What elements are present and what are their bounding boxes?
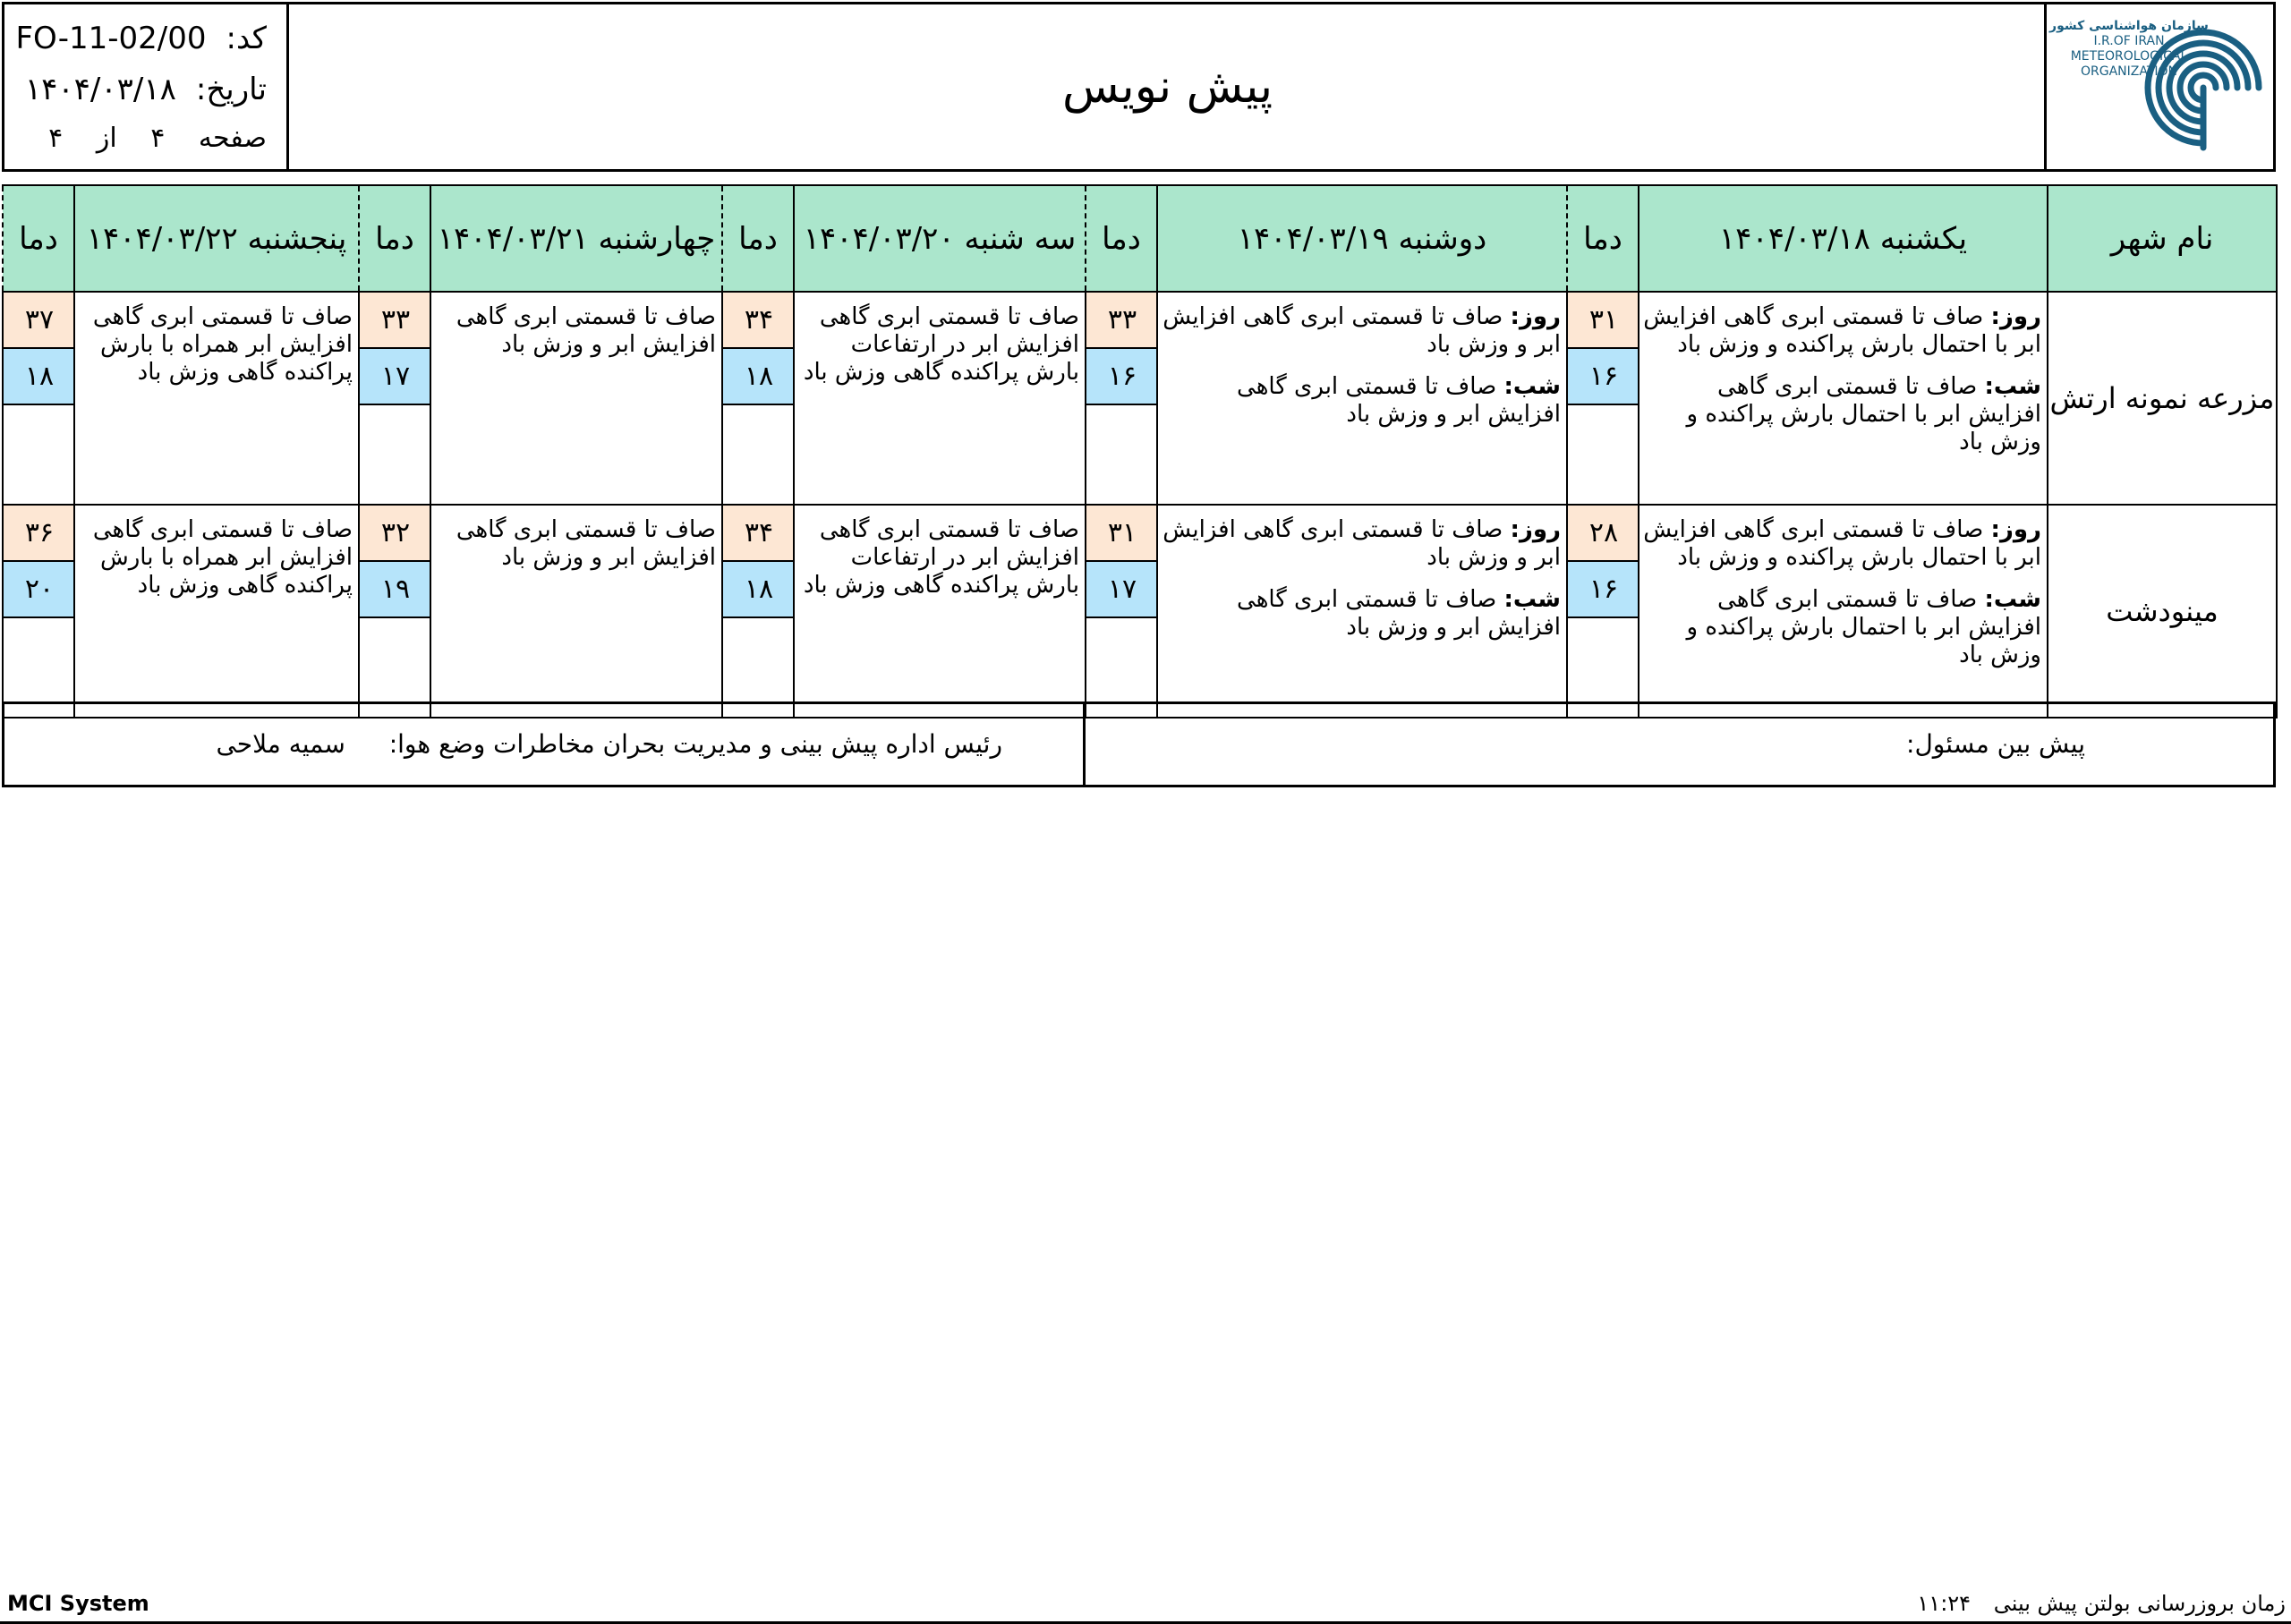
- min-temp: ۱۸: [723, 562, 795, 618]
- forecast-table: [2, 184, 2278, 718]
- temp-header: دما: [1086, 185, 1157, 292]
- temp-header: دما: [722, 185, 794, 292]
- night-label: شب:: [1503, 586, 1561, 613]
- temp-cell: [3, 505, 74, 718]
- date-value: ۱۴۰۴/۰۳/۱۸: [24, 72, 176, 107]
- page-of-label: از: [96, 123, 117, 154]
- min-temp: ۱۷: [1086, 562, 1158, 618]
- day-text: صاف تا قسمتی ابری گاهی افزایش ابر و وزش باد: [1163, 516, 1561, 571]
- night-forecast: [1162, 373, 1561, 429]
- page-row: [48, 123, 267, 154]
- svg-text:METEOROLOGICAL: METEOROLOGICAL: [2070, 49, 2188, 64]
- night-text: صاف تا قسمتی ابری گاهی افزایش ابر و وزش باد: [1237, 373, 1561, 428]
- forecast-cell: [1639, 505, 2048, 718]
- day-header: سه شنبه ۱۴۰۴/۰۳/۲۰: [794, 185, 1086, 292]
- page-current: ۴: [150, 123, 166, 154]
- night-text: صاف تا قسمتی ابری گاهی افزایش ابر با احتمال بارش پراکنده و وزش باد: [1686, 586, 2041, 668]
- table-header-row: [3, 185, 2277, 292]
- day-header: یکشنبه ۱۴۰۴/۰۳/۱۸: [1639, 185, 2048, 292]
- max-temp: ۳۲: [360, 506, 431, 562]
- table-row: [3, 292, 2277, 505]
- min-temp: ۲۰: [4, 562, 75, 618]
- temp-cell: [1086, 292, 1157, 505]
- day-header: پنجشنبه ۱۴۰۴/۰۳/۲۲: [74, 185, 359, 292]
- svg-text:ORGANIZATION: ORGANIZATION: [2080, 64, 2178, 79]
- max-temp: ۳۶: [4, 506, 75, 562]
- system-name: MCI System: [7, 1591, 149, 1616]
- night-forecast: [1643, 586, 2041, 669]
- max-temp: ۳۳: [360, 293, 431, 349]
- temp-header: دما: [3, 185, 74, 292]
- day-forecast: [1162, 516, 1561, 572]
- min-temp: ۱۶: [1568, 349, 1639, 405]
- max-temp: ۲۸: [1568, 506, 1639, 562]
- forecast-text: صاف تا قسمتی ابری گاهی افزایش ابر در ارتفاعات بارش پراکنده گاهی وزش باد: [803, 516, 1079, 599]
- city-name: مزرعه نمونه ارتش: [2048, 292, 2277, 505]
- forecast-text: صاف تا قسمتی ابری گاهی افزایش ابر و وزش باد: [456, 516, 716, 571]
- forecast-cell: [74, 505, 359, 718]
- logo-spiral-icon: [2047, 4, 2270, 169]
- meteorological-organization-logo: [2044, 4, 2273, 169]
- forecast-text: صاف تا قسمتی ابری گاهی افزایش ابر همراه با بارش پراکنده گاهی وزش باد: [92, 303, 353, 386]
- night-label: شب:: [1984, 373, 2041, 400]
- forecast-text: صاف تا قسمتی ابری گاهی افزایش ابر و وزش باد: [456, 303, 716, 358]
- head-label: رئیس اداره پیش بینی و مدیریت بحران مخاطرات وضع هوا:: [388, 729, 1002, 759]
- temp-cell: [1567, 292, 1639, 505]
- forecast-cell: [1639, 292, 2048, 505]
- temp-cell: [1567, 505, 1639, 718]
- page-total: ۴: [48, 123, 64, 154]
- code-label: کد:: [226, 21, 267, 56]
- forecast-cell: [794, 292, 1086, 505]
- bulletin-header: [2, 2, 2276, 172]
- code-row: [15, 21, 267, 56]
- min-temp: ۱۸: [723, 349, 795, 405]
- svg-text:I.R.OF IRAN: I.R.OF IRAN: [2093, 34, 2165, 48]
- forecast-cell: [74, 292, 359, 505]
- forecast-cell: [430, 292, 722, 505]
- night-forecast: [1162, 586, 1561, 642]
- forecast-cell: [1157, 292, 1567, 505]
- min-temp: ۱۶: [1086, 349, 1158, 405]
- day-text: صاف تا قسمتی ابری گاهی افزایش ابر با احتمال بارش پراکنده و وزش باد: [1643, 516, 2041, 571]
- max-temp: ۳۷: [4, 293, 75, 349]
- temp-header: دما: [1567, 185, 1639, 292]
- forecast-text: صاف تا قسمتی ابری گاهی افزایش ابر همراه با بارش پراکنده گاهی وزش باد: [92, 516, 353, 599]
- day-text: صاف تا قسمتی ابری گاهی افزایش ابر با احتمال بارش پراکنده و وزش باد: [1643, 303, 2041, 358]
- head-signature-cell: [4, 704, 1086, 785]
- min-temp: ۱۶: [1568, 562, 1639, 618]
- forecast-cell: [430, 505, 722, 718]
- svg-text:سازمان هواشناسی کشور: سازمان هواشناسی کشور: [2049, 19, 2209, 33]
- forecast-cell: [794, 505, 1086, 718]
- min-temp: ۱۸: [4, 349, 75, 405]
- head-name: سمیه ملاحی: [216, 729, 345, 759]
- date-row: [25, 72, 267, 107]
- date-label: تاریخ:: [195, 72, 267, 107]
- temp-header: دما: [359, 185, 430, 292]
- page-label: صفحه: [198, 123, 267, 154]
- max-temp: ۳۱: [1568, 293, 1639, 349]
- day-header: چهارشنبه ۱۴۰۴/۰۳/۲۱: [430, 185, 722, 292]
- signature-box: [2, 701, 2276, 787]
- day-text: صاف تا قسمتی ابری گاهی افزایش ابر و وزش باد: [1163, 303, 1561, 358]
- min-temp: ۱۷: [360, 349, 431, 405]
- day-label: روز:: [1510, 516, 1561, 543]
- update-time-line: [1917, 1591, 2286, 1616]
- min-temp: ۱۹: [360, 562, 431, 618]
- day-forecast: [1162, 303, 1561, 359]
- update-label: زمان بروزرسانی بولتن پیش بینی: [1993, 1591, 2286, 1616]
- city-name: مینودشت: [2048, 505, 2277, 718]
- day-label: روز:: [1990, 516, 2041, 543]
- head-signature-line: [216, 729, 1002, 759]
- code-value: FO-11-02/00: [15, 21, 207, 56]
- night-forecast: [1643, 373, 2041, 456]
- temp-cell: [3, 292, 74, 505]
- night-label: شب:: [1503, 373, 1561, 400]
- forecast-text: صاف تا قسمتی ابری گاهی افزایش ابر در ارتفاعات بارش پراکنده گاهی وزش باد: [803, 303, 1079, 386]
- night-text: صاف تا قسمتی ابری گاهی افزایش ابر و وزش باد: [1237, 586, 1561, 641]
- day-forecast: [1643, 303, 2041, 359]
- max-temp: ۳۴: [723, 293, 795, 349]
- day-header: دوشنبه ۱۴۰۴/۰۳/۱۹: [1157, 185, 1567, 292]
- max-temp: ۳۳: [1086, 293, 1158, 349]
- forecast-cell: [1157, 505, 1567, 718]
- temp-cell: [722, 292, 794, 505]
- temp-cell: [359, 292, 430, 505]
- doc-info-box: [4, 4, 289, 169]
- page-title: پیش نویس: [1061, 60, 1273, 114]
- temp-cell: [359, 505, 430, 718]
- day-forecast: [1643, 516, 2041, 572]
- responsible-forecaster: پیش بین مسئول:: [1906, 729, 2085, 759]
- night-label: شب:: [1984, 586, 2041, 613]
- day-label: روز:: [1990, 303, 2041, 330]
- update-time: ۱۱:۲۴: [1917, 1591, 1972, 1616]
- max-temp: ۳۴: [723, 506, 795, 562]
- temp-cell: [722, 505, 794, 718]
- table-row: [3, 505, 2277, 718]
- city-header: نام شهر: [2048, 185, 2277, 292]
- temp-cell: [1086, 505, 1157, 718]
- max-temp: ۳۱: [1086, 506, 1158, 562]
- night-text: صاف تا قسمتی ابری گاهی افزایش ابر با احتمال بارش پراکنده و وزش باد: [1686, 373, 2041, 455]
- day-label: روز:: [1510, 303, 1561, 330]
